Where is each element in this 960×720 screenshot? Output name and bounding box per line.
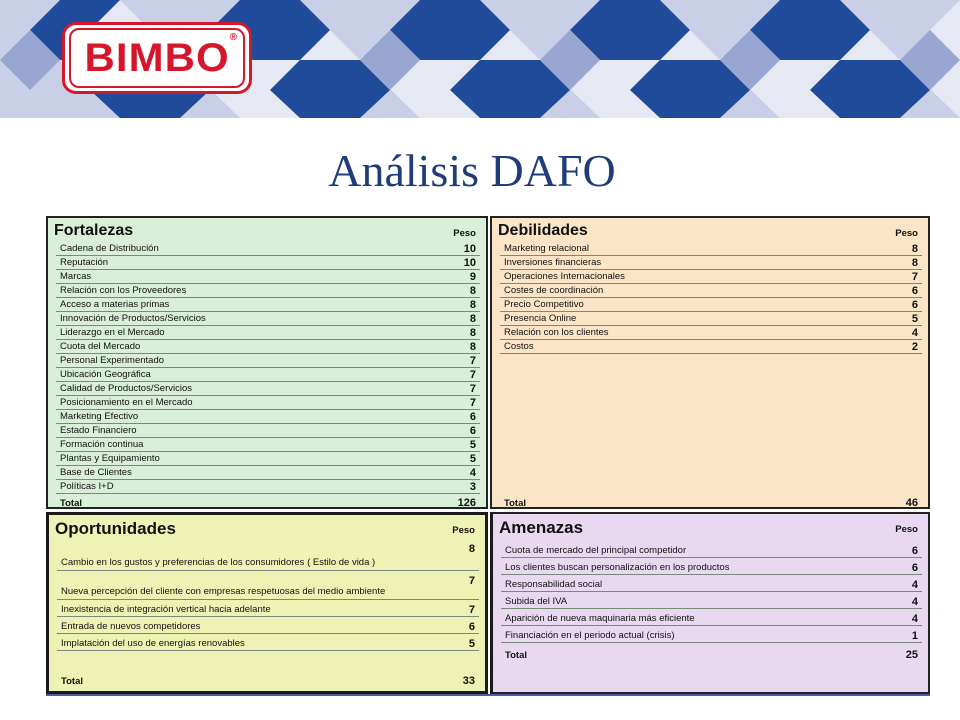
oportunidades-list: [57, 542, 479, 651]
bimbo-logo: [62, 22, 252, 94]
quadrant-header: [54, 222, 480, 242]
total-label: Total: [60, 498, 82, 509]
list-item: Políticas I+D 3: [56, 480, 480, 494]
peso-header: Peso: [453, 228, 476, 239]
logo-frame: [69, 28, 245, 88]
list-item: Implatación del uso de energías renovables 5: [57, 634, 479, 651]
list-item: Cuota de mercado del principal competidor 6: [501, 541, 922, 558]
quadrant-debilidades: [490, 216, 930, 509]
quadrant-title: Oportunidades: [55, 519, 176, 538]
list-item: Responsabilidad social 4: [501, 575, 922, 592]
total-label: Total: [61, 676, 83, 687]
list-item: Calidad de Productos/Servicios 7: [56, 382, 480, 396]
list-item: Innovación de Productos/Servicios 8: [56, 312, 480, 326]
list-item: Marcas 9: [56, 270, 480, 284]
list-item: Cambio en los gustos y preferencias de los consumidores ( Estilo de vida ) 8: [57, 542, 479, 571]
list-item: Los clientes buscan personalización en los productos 6: [501, 558, 922, 575]
quadrant-title: Debilidades: [498, 222, 588, 239]
bottom-divider: [46, 694, 930, 696]
list-item: Ubicación Geográfica 7: [56, 368, 480, 382]
peso-header: Peso: [895, 524, 918, 535]
list-item: Inversiones financieras 8: [500, 256, 922, 270]
debilidades-list: [500, 242, 922, 354]
list-item: Presencia Online 5: [500, 312, 922, 326]
list-item: Subida del IVA 4: [501, 592, 922, 609]
total-label: Total: [505, 650, 527, 661]
quadrant-oportunidades: [46, 512, 488, 694]
list-item: Cuota del Mercado 8: [56, 340, 480, 354]
total-value: 126: [457, 497, 476, 509]
list-item: Operaciones Internacionales 7: [500, 270, 922, 284]
list-item: Costos 2: [500, 340, 922, 354]
list-item: Entrada de nuevos competidores 6: [57, 617, 479, 634]
list-item: Acceso a materias primas 8: [56, 298, 480, 312]
quadrant-title: Fortalezas: [54, 222, 134, 239]
list-item: Precio Competitivo 6: [500, 298, 922, 312]
list-item: Plantas y Equipamiento 5: [56, 452, 480, 466]
list-item: Nueva percepción del cliente con empresas respetuosas del medio ambiente 7: [57, 571, 479, 600]
page-title: Análisis DAFO: [328, 145, 616, 196]
list-item: Relación con los Proveedores 8: [56, 284, 480, 298]
list-item: Posicionamiento en el Mercado 7: [56, 396, 480, 410]
quadrant-amenazas: [490, 512, 930, 694]
list-item: Financiación en el periodo actual (crisis) 1: [501, 626, 922, 643]
logo-registered-mark: ®: [229, 32, 237, 43]
quadrant-fortalezas: [46, 216, 488, 509]
list-item: Formación continua 5: [56, 438, 480, 452]
list-item: Personal Experimentado 7: [56, 354, 480, 368]
list-item: Inexistencia de integración vertical hacia adelante 7: [57, 600, 479, 617]
list-item: Aparición de nueva maquinaria más eficiente 4: [501, 609, 922, 626]
list-item: Costes de coordinación 6: [500, 284, 922, 298]
quadrant-title: Amenazas: [499, 518, 584, 537]
peso-header: Peso: [452, 525, 475, 536]
fortalezas-list: [56, 242, 480, 494]
list-item: Liderazgo en el Mercado 8: [56, 326, 480, 340]
quadrant-header: [498, 222, 922, 242]
total-label: Total: [504, 498, 526, 509]
amenazas-list: [501, 541, 922, 643]
list-item: Base de Clientes 4: [56, 466, 480, 480]
list-item: Marketing relacional 8: [500, 242, 922, 256]
peso-header: Peso: [895, 228, 918, 239]
list-item: Cadena de Distribución 10: [56, 242, 480, 256]
logo-text: BIMBO: [84, 35, 230, 80]
total-value: 33: [462, 675, 475, 687]
list-item: Relación con los clientes 4: [500, 326, 922, 340]
list-item: Reputación 10: [56, 256, 480, 270]
total-value: 25: [905, 649, 918, 661]
total-value: 46: [905, 497, 918, 509]
list-item: Estado Financiero 6: [56, 424, 480, 438]
quadrant-header: [499, 518, 922, 538]
list-item: Marketing Efectivo 6: [56, 410, 480, 424]
quadrant-header: [55, 519, 479, 539]
